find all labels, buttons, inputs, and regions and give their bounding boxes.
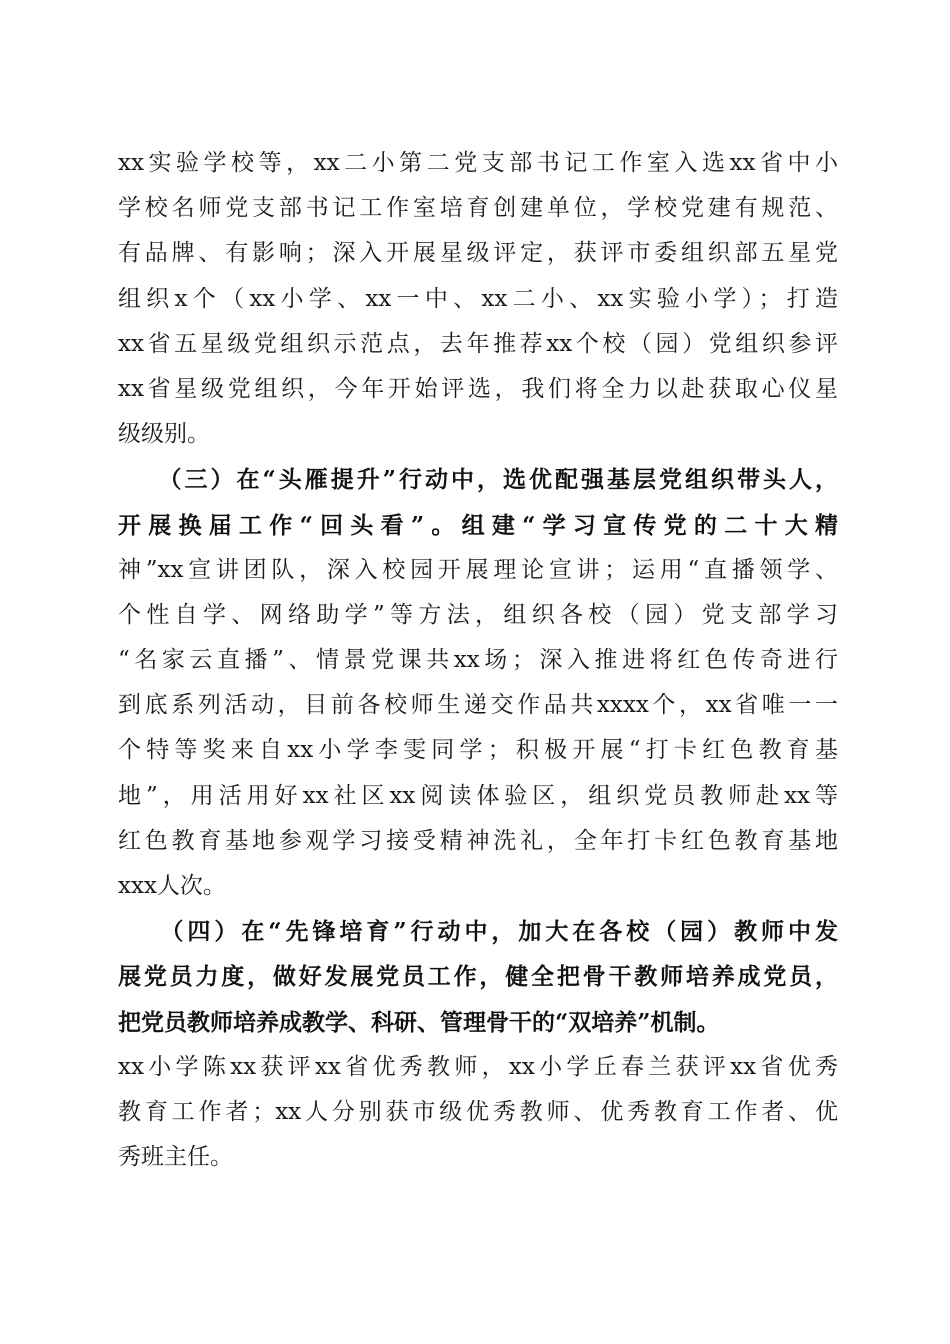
text-line-7: 级级别。: [118, 421, 210, 448]
text-line-17: xxx人次。: [118, 873, 226, 899]
text-line-11: 个性自学、网络助学”等方法，组织各校（园）党支部学习: [118, 601, 838, 628]
text-line-5: xx省五星级党组织示范点，去年推荐xx个校（园）党组织参评: [118, 330, 838, 357]
section-heading-4-end: 把党员教师培养成教学、科研、管理骨干的“双培养”机制。: [118, 1008, 720, 1036]
document-body: [118, 141, 838, 1180]
section-heading-4-cont: 展党员力度，做好发展党员工作，健全把骨干教师培养成党员，: [118, 963, 838, 991]
text-line-23: 秀班主任。: [118, 1144, 233, 1171]
section-heading-4: （四）在“先锋培育”行动中，加大在各校（园）教师中发: [118, 918, 838, 946]
text-line-21: xx小学陈xx获评xx省优秀教师，xx小学丘春兰获评xx省优秀: [118, 1053, 838, 1080]
text-line-1: xx实验学校等，xx二小第二党支部书记工作室入选xx省中小: [118, 150, 838, 176]
text-line-15: 地”，用活用好xx社区xx阅读体验区，组织党员教师赴xx等: [118, 782, 838, 809]
section-heading-3-cont: 开展换届工作“回头看”。组建“学习宣传党的二十大精: [118, 511, 838, 539]
text-line-4: 组织x个（xx小学、xx一中、xx二小、xx实验小学）；打造: [118, 285, 838, 312]
text-line-22: 教育工作者；xx人分别获市级优秀教师、优秀教育工作者、优: [118, 1098, 838, 1125]
text-line-14: 个特等奖来自xx小学李雯同学；积极开展“打卡红色教育基: [118, 737, 838, 764]
text-line-12: “名家云直播”、情景党课共xx场；深入推进将红色传奇进行: [118, 647, 838, 674]
text-line-13: 到底系列活动，目前各校师生递交作品共xxxx个，xx省唯一一: [118, 692, 838, 719]
text-line-10: 神”xx宣讲团队，深入校园开展理论宣讲；运用“直播领学、: [118, 556, 838, 583]
text-line-16: 红色教育基地参观学习接受精神洗礼，全年打卡红色教育基地: [118, 827, 838, 854]
text-line-2: 学校名师党支部书记工作室培育创建单位，学校党建有规范、: [118, 195, 838, 222]
section-heading-3: （三）在“头雁提升”行动中，选优配强基层党组织带头人，: [118, 466, 838, 494]
text-line-3: 有品牌、有影响；深入开展星级评定，获评市委组织部五星党: [118, 240, 838, 267]
text-line-6: xx省星级党组织，今年开始评选，我们将全力以赴获取心仪星: [118, 375, 838, 402]
